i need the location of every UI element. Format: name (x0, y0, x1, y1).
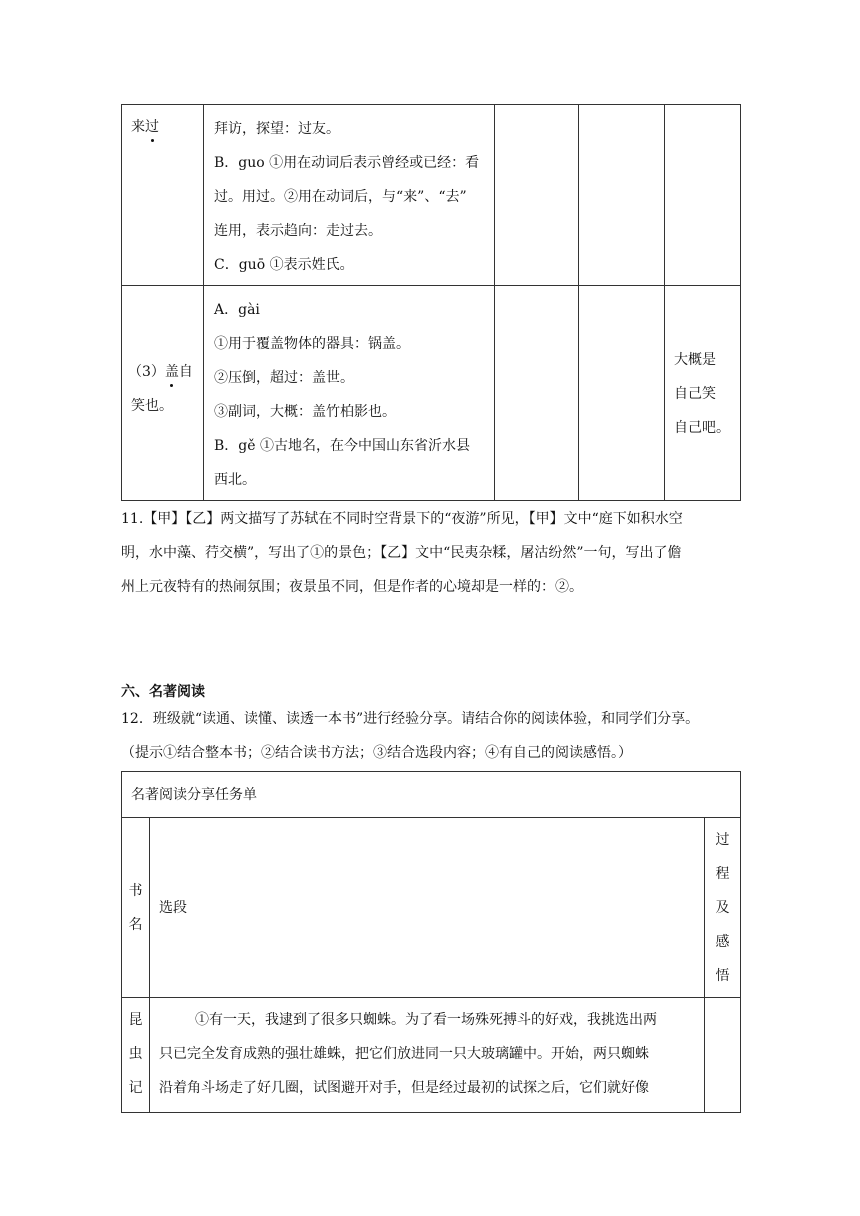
excerpt-line: 沿着角斗场走了好几圈，试图避开对手，但是经过最初的试探之后，它们就好像 (159, 1080, 649, 1096)
header-excerpt-cell (150, 818, 705, 998)
table-row (122, 772, 741, 818)
header-process-char: 感 (715, 933, 730, 950)
answer-cell (665, 286, 741, 501)
definition-line: 连用，表示趋向：走过去。 (214, 223, 382, 239)
task-title-cell (122, 772, 741, 818)
emphasis-dot-char: 盖 (164, 364, 179, 380)
excerpt-cell (150, 998, 705, 1113)
header-excerpt: 选段 (159, 899, 187, 916)
answer-line: 大概是 (674, 352, 716, 368)
blank-cell (579, 286, 665, 501)
blank-cell (665, 105, 741, 286)
definition-line: C．guō ①表示姓氏。 (214, 257, 354, 273)
header-book-char: 名 (128, 916, 143, 933)
word-cell (122, 286, 204, 501)
question-hint: （提示①结合整本书；②结合读书方法；③结合选段内容；④有自己的阅读感悟。） (121, 745, 632, 761)
answer-line: 自己笑 (674, 386, 716, 402)
word-meaning-table (121, 104, 741, 501)
definition-line: ①用于覆盖物体的器具：锅盖。 (214, 336, 410, 352)
word-cell (122, 105, 204, 286)
question-12 (121, 702, 746, 770)
answer-line: 自己吧。 (674, 420, 730, 436)
task-title: 名著阅读分享任务单 (131, 787, 257, 803)
header-book-cell (122, 818, 150, 998)
definition-line: ③副词，大概：盖竹柏影也。 (214, 404, 396, 420)
definition-line: A．gài (214, 302, 260, 318)
header-process-char: 程 (715, 865, 730, 882)
word-text: （3） (128, 364, 165, 380)
definition-cell (204, 286, 495, 501)
header-process-char: 及 (715, 899, 730, 916)
question-line: 11.【甲】【乙】两文描写了苏轼在不同时空背景下的“夜游”所见，【甲】文中“庭下如积水空 (121, 511, 683, 527)
blank-cell (495, 286, 579, 501)
question-line: 12．班级就“读通、读懂、读透一本书”进行经验分享。请结合你的阅读体验，和同学们分享。 (121, 711, 700, 727)
reading-task-table (121, 771, 741, 1113)
header-book-char: 书 (128, 882, 143, 899)
blank-cell (495, 105, 579, 286)
excerpt-line: ①有一天，我逮到了很多只蜘蛛。为了看一场殊死搏斗的好戏，我挑选出两 (195, 1012, 657, 1028)
header-process-char: 过 (715, 831, 730, 848)
definition-line: ②压倒，超过：盖世。 (214, 370, 354, 386)
definition-line: 拜访，探望：过友。 (214, 121, 340, 137)
header-process-cell (705, 818, 741, 998)
book-name-cell (122, 998, 150, 1113)
table-row (122, 998, 741, 1113)
header-process-char: 悟 (715, 967, 730, 984)
blank-cell (579, 105, 665, 286)
table-row (122, 818, 741, 998)
definition-line: B．gě ①古地名，在今中国山东省沂水县 (214, 438, 470, 454)
word-text: 笑也。 (131, 398, 173, 414)
definition-cell (204, 105, 495, 286)
question-line: 明，水中藻、荇交横”，写出了①的景色；【乙】文中“民夷杂糅，屠沽纷然”一句，写出了儋 (121, 545, 682, 561)
question-11 (121, 502, 746, 604)
question-line: 州上元夜特有的热闹氛围；夜景虽不同，但是作者的心境却是一样的：②。 (121, 579, 583, 595)
definition-line: 过。用过。②用在动词后，与“来”、“去” (214, 189, 467, 205)
definition-line: B．guo ①用在动词后表示曾经或已经：看 (214, 155, 480, 171)
blank-cell (705, 998, 741, 1113)
table-row (122, 286, 741, 501)
definition-line: 西北。 (214, 472, 256, 488)
section-title: 六、名著阅读 (121, 684, 205, 700)
book-name-char: 记 (128, 1080, 143, 1096)
excerpt-line: 只已完全发育成熟的强壮雄蛛，把它们放进同一只大玻璃罐中。开始，两只蜘蛛 (159, 1046, 649, 1062)
book-name-char: 虫 (128, 1046, 143, 1062)
book-name-char: 昆 (128, 1012, 143, 1028)
word-text: 自 (178, 364, 193, 380)
word-text: 来 (131, 119, 145, 135)
table-row (122, 105, 741, 286)
emphasis-dot-char: 过 (145, 119, 159, 135)
